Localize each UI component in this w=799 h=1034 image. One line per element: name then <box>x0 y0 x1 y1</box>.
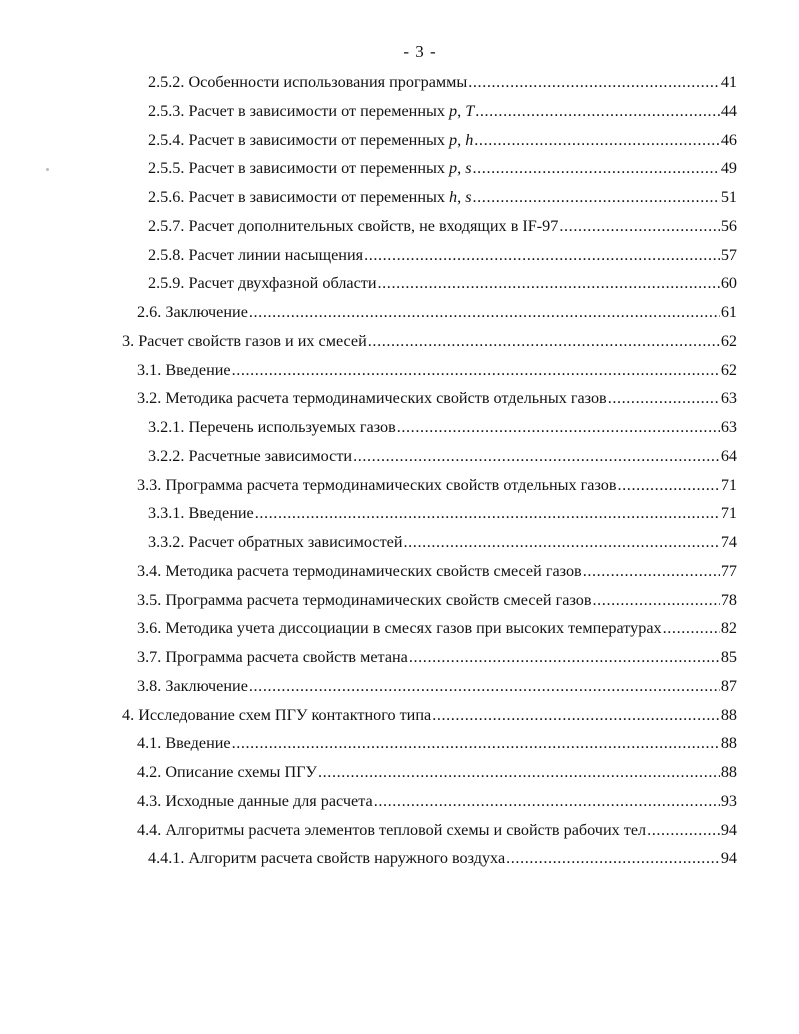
toc-entry[interactable] <box>137 789 737 813</box>
toc-entry-number: 2.5.4. <box>148 130 185 149</box>
math-variable: s <box>465 159 472 178</box>
toc-entry-number: 3.7. <box>137 648 162 666</box>
toc-entry-title: Алгоритм расчета свойств наружного воздуха <box>188 849 506 868</box>
toc-entry-page: 46 <box>720 130 737 149</box>
toc-dot-leader <box>249 300 720 324</box>
toc-entry-title: Особенности использования программы <box>188 73 468 91</box>
toc-entry-title: Программа расчета термодинамических свойств отдельных газов <box>165 475 617 494</box>
toc-entry-number: 3.2.1. <box>148 418 185 436</box>
toc-entry-title: Программа расчета термодинамических свойств смесей газов <box>165 590 592 609</box>
toc-entry[interactable] <box>148 185 737 209</box>
toc-entry-title: Введение <box>165 734 231 753</box>
toc-entry-title: Методика расчета термодинамических свойств отдельных газов <box>165 389 607 408</box>
toc-entry-title: Расчет линии насыщения <box>188 245 364 264</box>
toc-entry-page: 64 <box>720 446 737 465</box>
toc-entry-number: 3. <box>122 331 135 350</box>
math-variable: h <box>449 188 458 206</box>
toc-dot-leader <box>506 846 720 870</box>
toc-dot-leader <box>559 214 719 238</box>
toc-entry-page: 41 <box>720 73 737 91</box>
toc-entry-title: Исходные данные для расчета <box>165 791 373 810</box>
math-variable: T <box>465 101 475 120</box>
toc-entry-page: 62 <box>720 331 737 350</box>
toc-entry-number: 3.2. <box>137 389 162 408</box>
toc-entry-title: Расчет свойств газов и их смесей <box>138 331 367 350</box>
toc-entry-page: 51 <box>720 188 737 206</box>
toc-dot-leader <box>475 99 720 123</box>
toc-entry-page: 94 <box>720 849 737 868</box>
toc-entry-title: Методика учета диссоциации в смесях газов при высоких температурах <box>165 619 662 638</box>
toc-entry[interactable] <box>137 616 737 640</box>
toc-dot-leader <box>474 128 720 152</box>
toc-dot-leader <box>374 789 720 813</box>
toc-entry-page: 88 <box>720 763 737 781</box>
toc-entry-number: 4.2. <box>137 763 162 781</box>
toc-entry-page: 49 <box>720 159 737 178</box>
toc-entry-page: 61 <box>720 303 737 321</box>
toc-entry[interactable] <box>148 156 737 180</box>
toc-entry-title: Расчетные зависимости <box>188 446 353 465</box>
toc-entry[interactable] <box>137 386 737 410</box>
toc-entry-number: 4.3. <box>137 791 162 810</box>
toc-entry[interactable] <box>148 99 737 123</box>
toc-entry-number: 4.4. <box>137 820 162 839</box>
toc-entry-page: 74 <box>720 533 737 551</box>
toc-entry[interactable] <box>148 271 737 295</box>
toc-entry-number: 2.5.8. <box>148 245 185 264</box>
toc-entry-title: Перечень используемых газов <box>188 418 396 436</box>
toc-entry-page: 56 <box>720 216 737 235</box>
toc-entry-page: 71 <box>720 504 737 523</box>
toc-entry-number: 2.5.5. <box>148 159 185 178</box>
toc-dot-leader <box>353 444 720 468</box>
toc-entry-title: Расчет двухфазной области <box>188 274 377 293</box>
toc-entry[interactable] <box>137 645 737 669</box>
toc-entry-page: 82 <box>720 619 737 638</box>
toc-entry-page: 44 <box>720 101 737 120</box>
toc-dot-leader <box>432 703 720 727</box>
toc-entry-number: 4. <box>122 705 135 724</box>
toc-entry-number: 2.5.9. <box>148 274 185 293</box>
toc-entry-title: Расчет в зависимости от переменных p, T <box>188 101 475 120</box>
toc-entry[interactable] <box>148 243 737 267</box>
toc-entry-number: 3.8. <box>137 676 162 695</box>
toc-entry[interactable] <box>148 415 737 439</box>
toc-dot-leader <box>378 271 720 295</box>
toc-dot-leader <box>618 473 720 497</box>
toc-entry-page: 71 <box>720 475 737 494</box>
toc-dot-leader <box>647 818 720 842</box>
toc-entry-number: 2.6. <box>137 303 162 321</box>
toc-entry-page: 87 <box>720 676 737 695</box>
toc-dot-leader <box>468 70 720 94</box>
toc-entry-number: 3.3. <box>137 475 162 494</box>
math-variable: s <box>465 188 472 206</box>
toc-entry[interactable] <box>148 501 737 525</box>
toc-entry[interactable] <box>122 703 737 727</box>
toc-dot-leader <box>663 616 720 640</box>
toc-entry-title: Введение <box>188 504 254 523</box>
toc-entry[interactable] <box>137 559 737 583</box>
toc-entry-title: Введение <box>165 360 231 379</box>
toc-entry-page: 60 <box>720 274 737 293</box>
toc-dot-leader <box>364 243 720 267</box>
toc-entry[interactable] <box>137 473 737 497</box>
toc-entry[interactable] <box>148 846 737 870</box>
toc-entry-number: 3.5. <box>137 590 162 609</box>
toc-dot-leader <box>409 645 720 669</box>
toc-entry-page: 88 <box>720 705 737 724</box>
toc-entry-number: 4.1. <box>137 734 162 753</box>
toc-dot-leader <box>249 674 720 698</box>
toc-dot-leader <box>368 329 720 353</box>
toc-entry-page: 62 <box>720 360 737 379</box>
toc-dot-leader <box>583 559 720 583</box>
toc-entry-title: Заключение <box>165 676 248 695</box>
toc-dot-leader <box>473 156 720 180</box>
toc-entry-page: 88 <box>720 734 737 753</box>
math-variable: p <box>449 130 458 149</box>
toc-entry[interactable] <box>137 674 737 698</box>
toc-entry[interactable] <box>137 760 737 784</box>
toc-entry-page: 78 <box>720 590 737 609</box>
toc-entry[interactable] <box>137 731 737 755</box>
toc-entry[interactable] <box>148 530 737 554</box>
toc-entry-page: 94 <box>720 820 737 839</box>
toc-entry-title: Описание схемы ПГУ <box>165 763 317 781</box>
toc-dot-leader <box>255 501 720 525</box>
toc-dot-leader <box>397 415 720 439</box>
toc-dot-leader <box>232 731 720 755</box>
toc-entry-number: 3.3.1. <box>148 504 185 523</box>
toc-entry[interactable] <box>137 588 737 612</box>
toc-entry-page: 85 <box>720 648 737 666</box>
math-variable: h <box>465 130 474 149</box>
toc-entry-title: Расчет в зависимости от переменных h, s <box>188 188 472 206</box>
toc-entry-number: 3.6. <box>137 619 162 638</box>
toc-entry-page: 63 <box>720 389 737 408</box>
math-variable: p <box>449 159 458 178</box>
toc-dot-leader <box>608 386 720 410</box>
toc-entry[interactable] <box>148 128 737 152</box>
toc-entry[interactable] <box>137 358 737 382</box>
toc-entry[interactable] <box>137 818 737 842</box>
toc-dot-leader <box>318 760 720 784</box>
toc-entry-title: Алгоритмы расчета элементов тепловой схемы и свойств рабочих тел <box>165 820 647 839</box>
toc-entry-number: 4.4.1. <box>148 849 185 868</box>
toc-entry-number: 2.5.7. <box>148 216 185 235</box>
toc-entry-page: 57 <box>720 245 737 264</box>
toc-dot-leader <box>593 588 720 612</box>
toc-entry-number: 3.4. <box>137 561 162 580</box>
toc-entry-title: Методика расчета термодинамических свойств смесей газов <box>165 561 582 580</box>
toc-entry-title: Расчет дополнительных свойств, не входящих в IF-97 <box>188 216 559 235</box>
toc-entry-title: Программа расчета свойств метана <box>165 648 408 666</box>
toc-entry-number: 3.1. <box>137 360 162 379</box>
toc-dot-leader <box>232 358 720 382</box>
toc-entry-number: 2.5.3. <box>148 101 185 120</box>
toc-entry-number: 2.5.6. <box>148 188 185 206</box>
toc-dot-leader <box>473 185 720 209</box>
toc-entry-title: Расчет обратных зависимостей <box>188 533 403 551</box>
toc-entry-page: 63 <box>720 418 737 436</box>
scan-speck <box>46 168 49 171</box>
toc-entry-number: 2.5.2. <box>148 73 185 91</box>
toc-entry-page: 93 <box>720 791 737 810</box>
toc-entry[interactable] <box>122 329 737 353</box>
toc-entry[interactable] <box>148 214 737 238</box>
toc-entry-title: Исследование схем ПГУ контактного типа <box>138 705 432 724</box>
toc-entry-page: 77 <box>720 561 737 580</box>
toc-entry[interactable] <box>137 300 737 324</box>
math-variable: p <box>449 101 458 120</box>
toc-entry[interactable] <box>148 444 737 468</box>
toc-entry-title: Расчет в зависимости от переменных p, s <box>188 159 472 178</box>
toc-entry-title: Расчет в зависимости от переменных p, h <box>188 130 474 149</box>
toc-entry-number: 3.2.2. <box>148 446 185 465</box>
toc-entry[interactable] <box>148 70 737 94</box>
toc-entry-title: Заключение <box>165 303 248 321</box>
page-number-header: - 3 - <box>403 42 437 61</box>
toc-dot-leader <box>404 530 720 554</box>
toc-entry-number: 3.3.2. <box>148 533 185 551</box>
